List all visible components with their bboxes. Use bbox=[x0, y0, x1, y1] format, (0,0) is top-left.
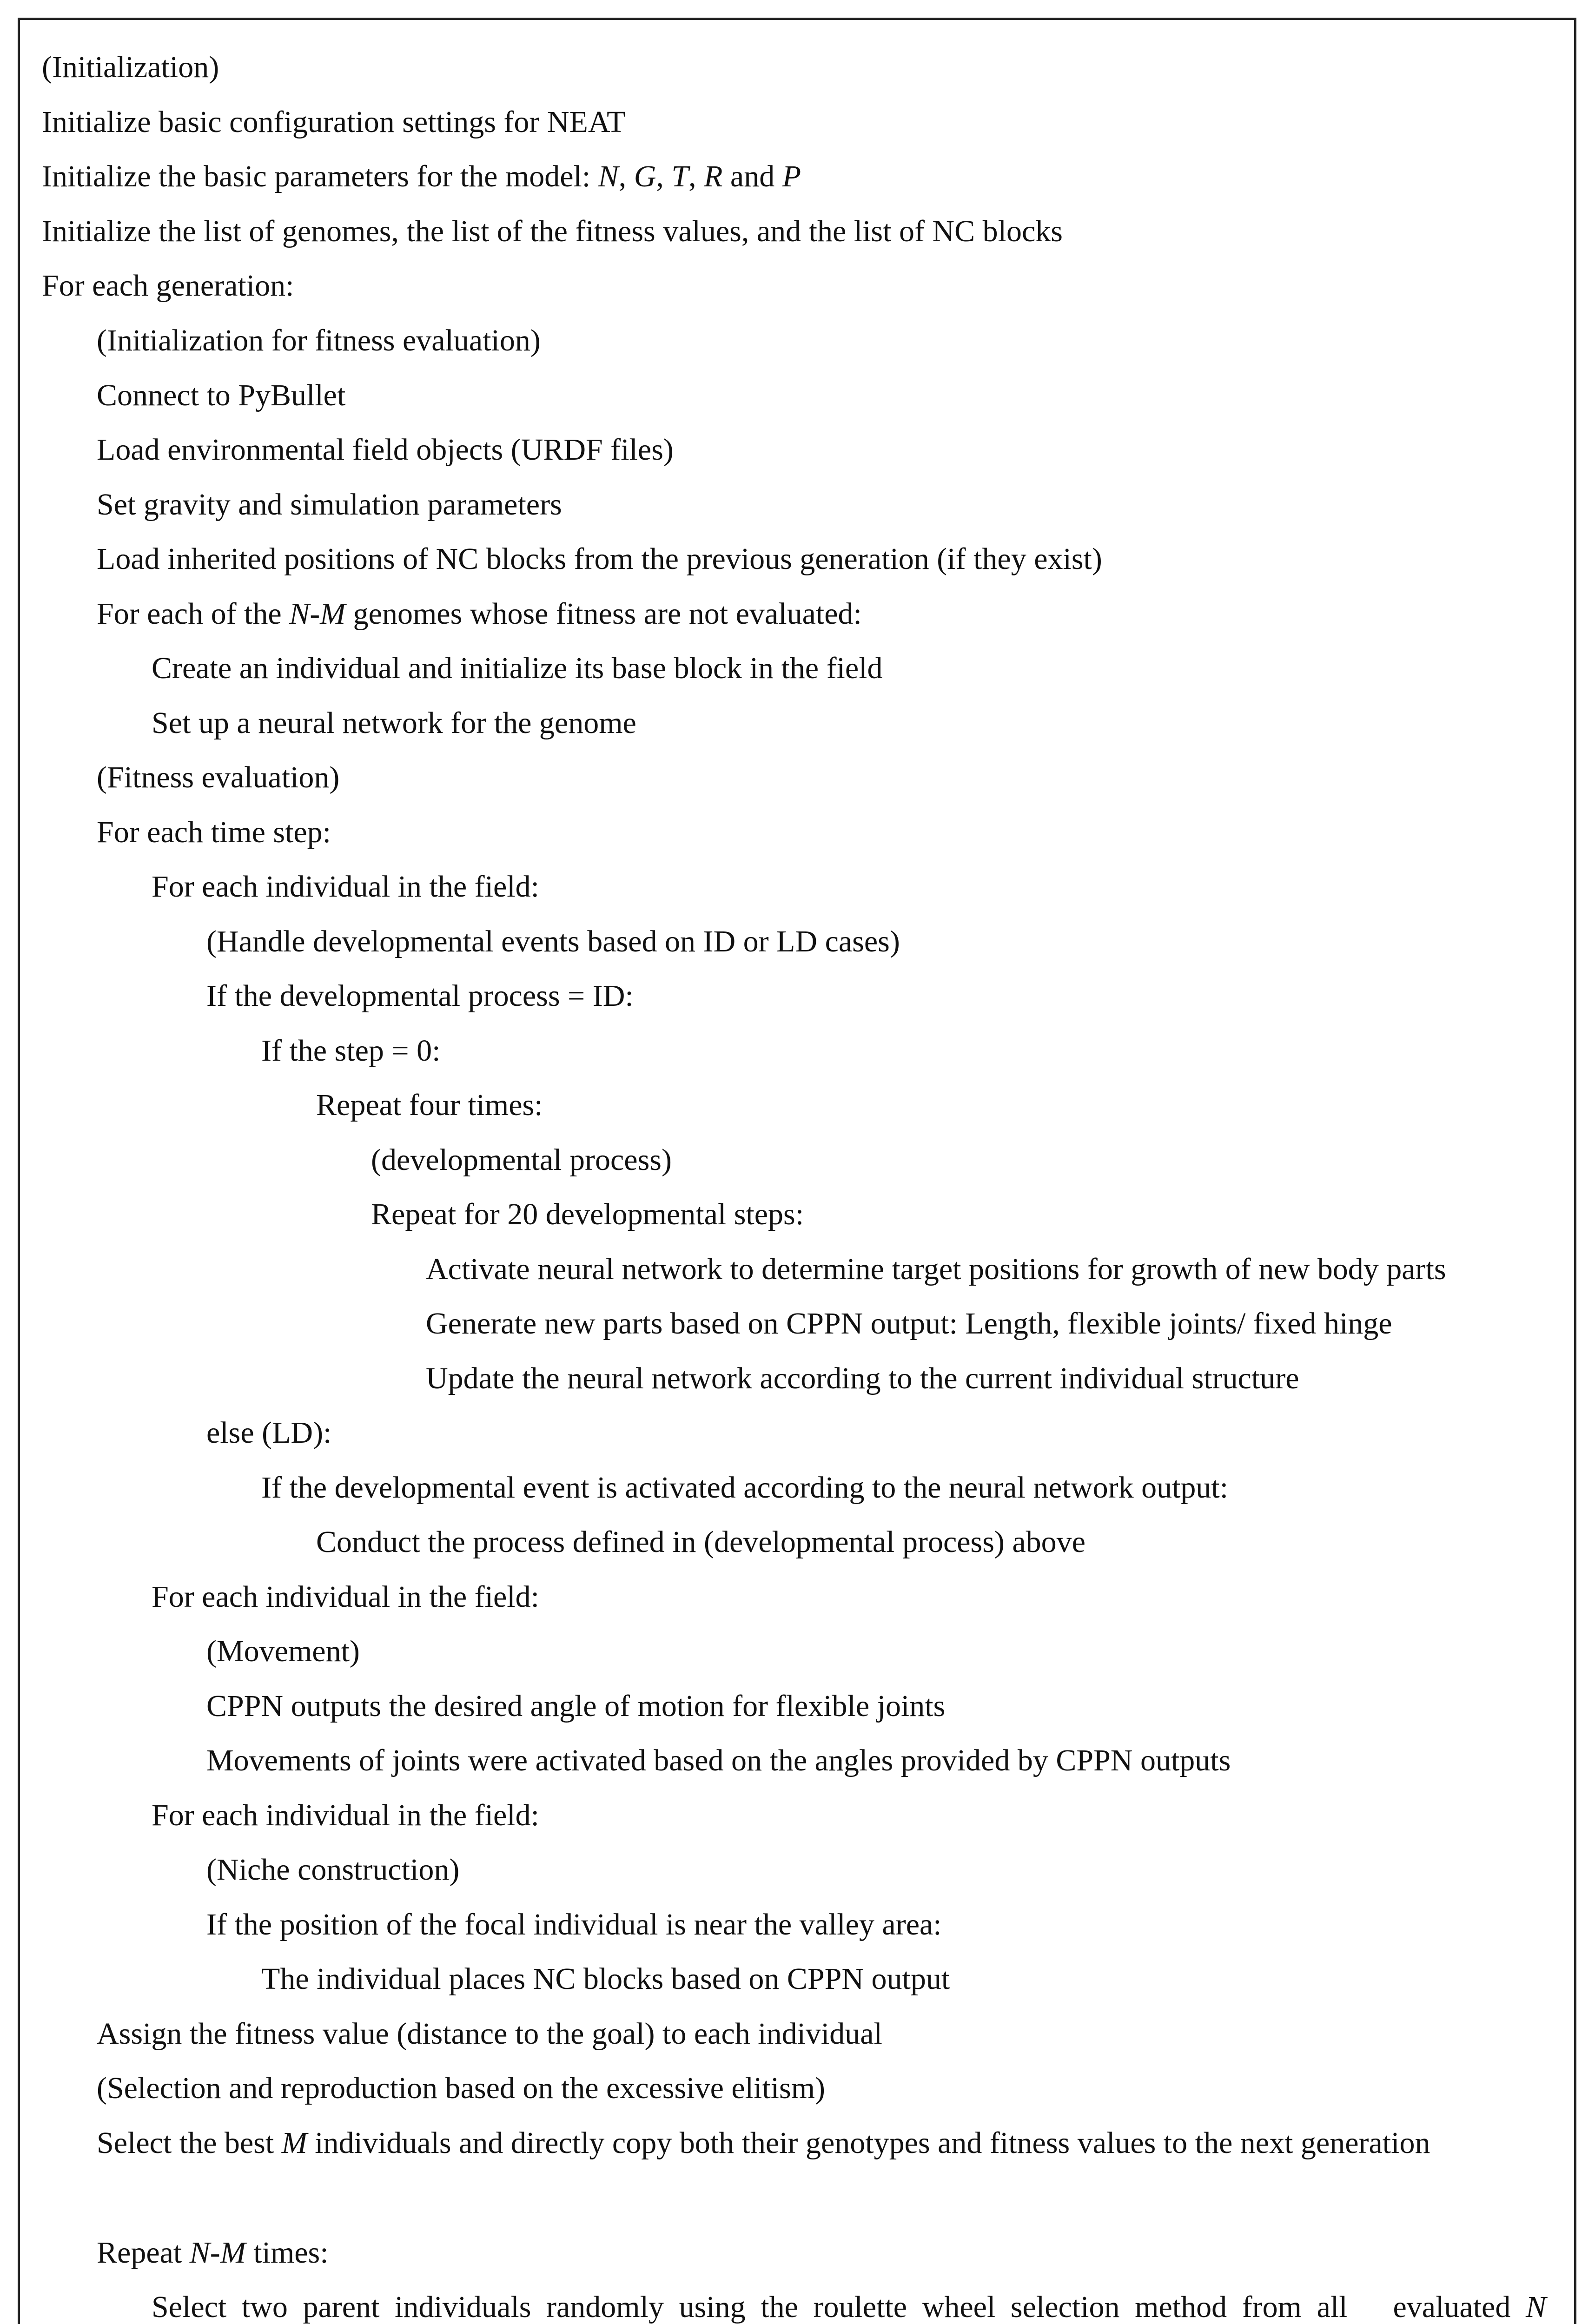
algorithm-line: For each time step: bbox=[97, 815, 331, 849]
algorithm-line: Activate neural network to determine target positions for growth of new body parts bbox=[426, 1252, 1446, 1286]
algorithm-line: Generate new parts based on CPPN output: Length, flexible joints/ fixed hinge bbox=[426, 1307, 1392, 1340]
algorithm-line: If the developmental event is activated according to the neural network output: bbox=[261, 1471, 1229, 1505]
algorithm-line: (developmental process) bbox=[371, 1143, 672, 1177]
algorithm-line: For each individual in the field: bbox=[152, 870, 539, 904]
algorithm-line: Set up a neural network for the genome bbox=[152, 706, 636, 740]
algorithm-line: Load inherited positions of NC blocks from the previous generation (if they exist) bbox=[97, 542, 1102, 576]
algorithm-line: Repeat for 20 developmental steps: bbox=[371, 1197, 804, 1231]
algorithm-line: Initialize the basic parameters for the model: N, G, T, R and P bbox=[42, 159, 801, 193]
algorithm-line: Select the best M individuals and directly copy both their genotypes and fitness values to the next generation bbox=[97, 2126, 1430, 2160]
algorithm-line: For each individual in the field: bbox=[152, 1798, 539, 1832]
algorithm-line: (Fitness evaluation) bbox=[97, 760, 340, 794]
algorithm-line: If the developmental process = ID: bbox=[206, 979, 634, 1013]
algorithm-line: Movements of joints were activated based on the angles provided by CPPN outputs bbox=[206, 1743, 1231, 1777]
algorithm-line: For each individual in the field: bbox=[152, 1580, 539, 1614]
algorithm-line: else (LD): bbox=[206, 1416, 332, 1450]
algorithm-line: (Niche construction) bbox=[206, 1853, 460, 1887]
algorithm-line: Initialize the list of genomes, the list of the fitness values, and the list of NC blocks bbox=[42, 214, 1063, 248]
algorithm-line: Conduct the process defined in (developmental process) above bbox=[316, 1525, 1085, 1559]
algorithm-line: (Selection and reproduction based on the excessive elitism) bbox=[97, 2071, 826, 2105]
algorithm-line: The individual places NC blocks based on CPPN output bbox=[261, 1962, 950, 1996]
algorithm-line: For each generation: bbox=[42, 269, 294, 303]
algorithm-line: For each of the N-M genomes whose fitness are not evaluated: bbox=[97, 597, 862, 631]
algorithm-line: Connect to PyBullet bbox=[97, 378, 346, 412]
algorithm-line: CPPN outputs the desired angle of motion for flexible joints bbox=[206, 1689, 946, 1723]
algorithm-line: If the position of the focal individual is near the valley area: bbox=[206, 1908, 942, 1941]
algorithm-line: Load environmental field objects (URDF files) bbox=[97, 433, 674, 467]
algorithm-line: Assign the fitness value (distance to the goal) to each individual bbox=[97, 2017, 882, 2051]
algorithm-line: If the step = 0: bbox=[261, 1034, 441, 1068]
algorithm-line: Repeat N-M times: bbox=[97, 2236, 329, 2270]
algorithm-line: Create an individual and initialize its base block in the field bbox=[152, 651, 883, 685]
algorithm-box bbox=[18, 18, 1576, 2324]
algorithm-line: Update the neural network according to the current individual structure bbox=[426, 1361, 1299, 1395]
algorithm-line: (Initialization) bbox=[42, 50, 219, 84]
algorithm-line: (Handle developmental events based on ID or LD cases) bbox=[206, 924, 900, 958]
algorithm-line: Set gravity and simulation parameters bbox=[97, 488, 562, 522]
algorithm-line: Repeat four times: bbox=[316, 1088, 543, 1122]
algorithm-line: Select two parent individuals randomly using the roulette wheel selection method from all evaluated N bbox=[152, 2290, 1546, 2324]
algorithm-line: (Initialization for fitness evaluation) bbox=[97, 324, 541, 357]
algorithm-line: (Movement) bbox=[206, 1634, 360, 1668]
algorithm-line: Initialize basic configuration settings for NEAT bbox=[42, 105, 626, 139]
